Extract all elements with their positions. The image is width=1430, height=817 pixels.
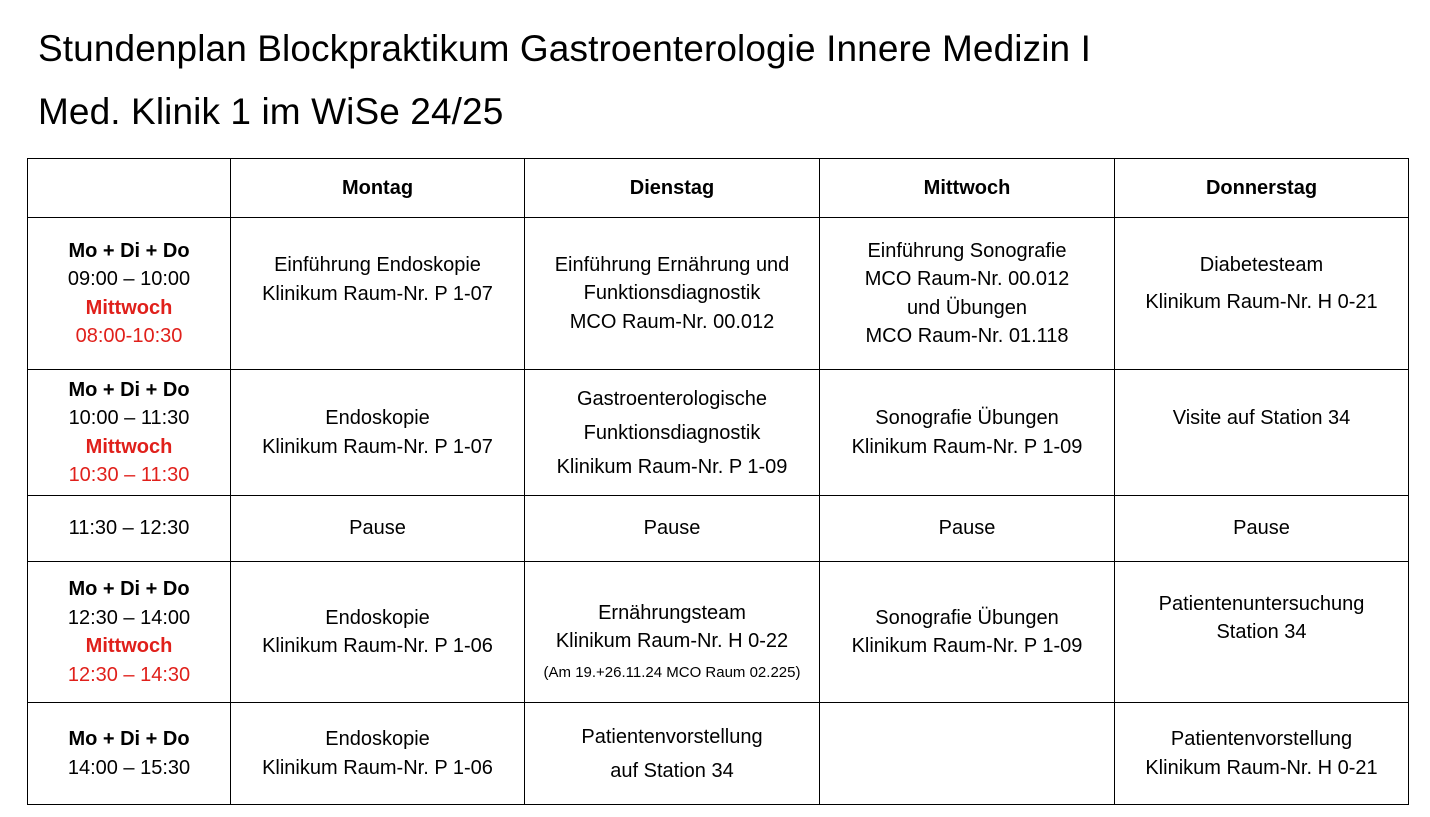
- header-montag: Montag: [231, 159, 525, 218]
- cell-dienstag: [525, 218, 820, 370]
- time-cell: [28, 218, 231, 370]
- time-days: Mo + Di + Do: [68, 239, 190, 262]
- cell-donnerstag: [1115, 496, 1409, 562]
- cell-line: Klinikum Raum-Nr. P 1-07: [262, 282, 493, 305]
- time-cell: [28, 703, 231, 805]
- cell-mittwoch: [820, 562, 1115, 703]
- cell-montag: [231, 703, 525, 805]
- cell-line: Pause: [938, 517, 996, 540]
- table-row: [28, 703, 1409, 805]
- cell-line: Klinikum Raum-Nr. P 1-06: [262, 756, 493, 779]
- cell-line: Klinikum Raum-Nr. H 0-22: [555, 630, 789, 652]
- cell-line: Klinikum Raum-Nr. P 1-09: [851, 635, 1083, 657]
- cell-line: Gastroenterologische: [576, 387, 768, 410]
- cell-line: Funktionsdiagnostik: [583, 421, 761, 444]
- schedule-table: [27, 158, 1409, 805]
- cell-line: Diabetesteam: [1199, 253, 1324, 276]
- time-range: 12:30 – 14:00: [67, 606, 191, 629]
- cell-line: Patientenvorstellung: [1170, 728, 1353, 750]
- cell-line: Klinikum Raum-Nr. H 0-21: [1145, 291, 1378, 313]
- cell-line: und Übungen: [906, 296, 1028, 319]
- cell-line: Endoskopie: [325, 728, 430, 750]
- cell-line: Einführung Sonografie: [867, 239, 1067, 262]
- wednesday-time: 12:30 – 14:30: [67, 663, 191, 686]
- cell-donnerstag: [1115, 218, 1409, 370]
- cell-montag: [231, 370, 525, 496]
- time-days: Mo + Di + Do: [68, 378, 190, 401]
- cell-line: Patientenvorstellung: [581, 725, 763, 748]
- wednesday-label: Mittwoch: [85, 635, 173, 657]
- cell-montag: [231, 562, 525, 703]
- cell-line: Sonografie Übungen: [875, 606, 1059, 629]
- cell-line: Patientenuntersuchung: [1158, 592, 1365, 615]
- page-subtitle: Med. Klinik 1 im WiSe 24/25: [38, 91, 504, 132]
- cell-donnerstag: [1115, 370, 1409, 496]
- time-range: 14:00 – 15:30: [67, 756, 191, 779]
- page-title: Stundenplan Blockpraktikum Gastroenterologie Innere Medizin I: [38, 28, 1091, 69]
- room-note: (Am 19.+26.11.24 MCO Raum 02.225): [543, 663, 801, 681]
- time-cell: [28, 562, 231, 703]
- cell-line: Station 34: [1216, 621, 1307, 643]
- cell-line: Endoskopie: [325, 407, 430, 429]
- time-cell: [28, 370, 231, 496]
- wednesday-time: 10:30 – 11:30: [68, 464, 190, 486]
- cell-line: Visite auf Station 34: [1172, 407, 1351, 430]
- cell-donnerstag: [1115, 703, 1409, 805]
- cell-line: Klinikum Raum-Nr. P 1-06: [262, 635, 493, 657]
- wednesday-time: 08:00-10:30: [75, 325, 183, 347]
- cell-mittwoch: [820, 496, 1115, 562]
- time-days: Mo + Di + Do: [68, 728, 190, 750]
- cell-line: Sonografie Übungen: [875, 407, 1059, 429]
- cell-line: MCO Raum-Nr. 00.012: [569, 310, 775, 333]
- cell-dienstag: [525, 370, 820, 496]
- cell-line: Einführung Endoskopie: [274, 254, 481, 276]
- table-row: [28, 370, 1409, 496]
- cell-mittwoch: [820, 370, 1115, 496]
- header-row: [28, 159, 1409, 218]
- cell-line: Pause: [643, 517, 701, 540]
- cell-line: Endoskopie: [325, 606, 430, 629]
- cell-mittwoch: [820, 703, 1115, 805]
- cell-donnerstag: [1115, 562, 1409, 703]
- cell-montag: [231, 218, 525, 370]
- header-mittwoch: Mittwoch: [820, 159, 1115, 218]
- table-row: [28, 218, 1409, 370]
- cell-line: Klinikum Raum-Nr. P 1-09: [851, 435, 1083, 458]
- cell-mittwoch: [820, 218, 1115, 370]
- time-range: 09:00 – 10:00: [67, 268, 191, 290]
- cell-line: Klinikum Raum-Nr. P 1-07: [262, 435, 493, 458]
- wednesday-label: Mittwoch: [85, 435, 173, 458]
- cell-line: MCO Raum-Nr. 00.012: [864, 268, 1070, 290]
- wednesday-label: Mittwoch: [85, 296, 173, 319]
- time-range: 11:30 – 12:30: [68, 517, 190, 540]
- time-days: Mo + Di + Do: [68, 578, 190, 600]
- cell-line: Pause: [349, 517, 406, 540]
- time-range: 10:00 – 11:30: [68, 407, 190, 429]
- cell-line: Ernährungsteam: [598, 601, 746, 624]
- cell-line: Klinikum Raum-Nr. H 0-21: [1145, 756, 1378, 779]
- cell-dienstag: [525, 703, 820, 805]
- time-cell: [28, 496, 231, 562]
- cell-line: Klinikum Raum-Nr. P 1-09: [556, 455, 788, 478]
- table-row: [28, 562, 1409, 703]
- table-row: [28, 496, 1409, 562]
- cell-line: auf Station 34: [610, 759, 734, 782]
- cell-montag: [231, 496, 525, 562]
- cell-dienstag: [525, 496, 820, 562]
- cell-line: Einführung Ernährung und: [554, 253, 790, 276]
- cell-dienstag: [525, 562, 820, 703]
- cell-line: Funktionsdiagnostik: [583, 282, 761, 305]
- header-donnerstag: Donnerstag: [1115, 159, 1409, 218]
- cell-line: Pause: [1233, 517, 1290, 540]
- cell-line: MCO Raum-Nr. 01.118: [865, 325, 1069, 347]
- header-dienstag: Dienstag: [525, 159, 820, 218]
- header-corner: [28, 159, 231, 218]
